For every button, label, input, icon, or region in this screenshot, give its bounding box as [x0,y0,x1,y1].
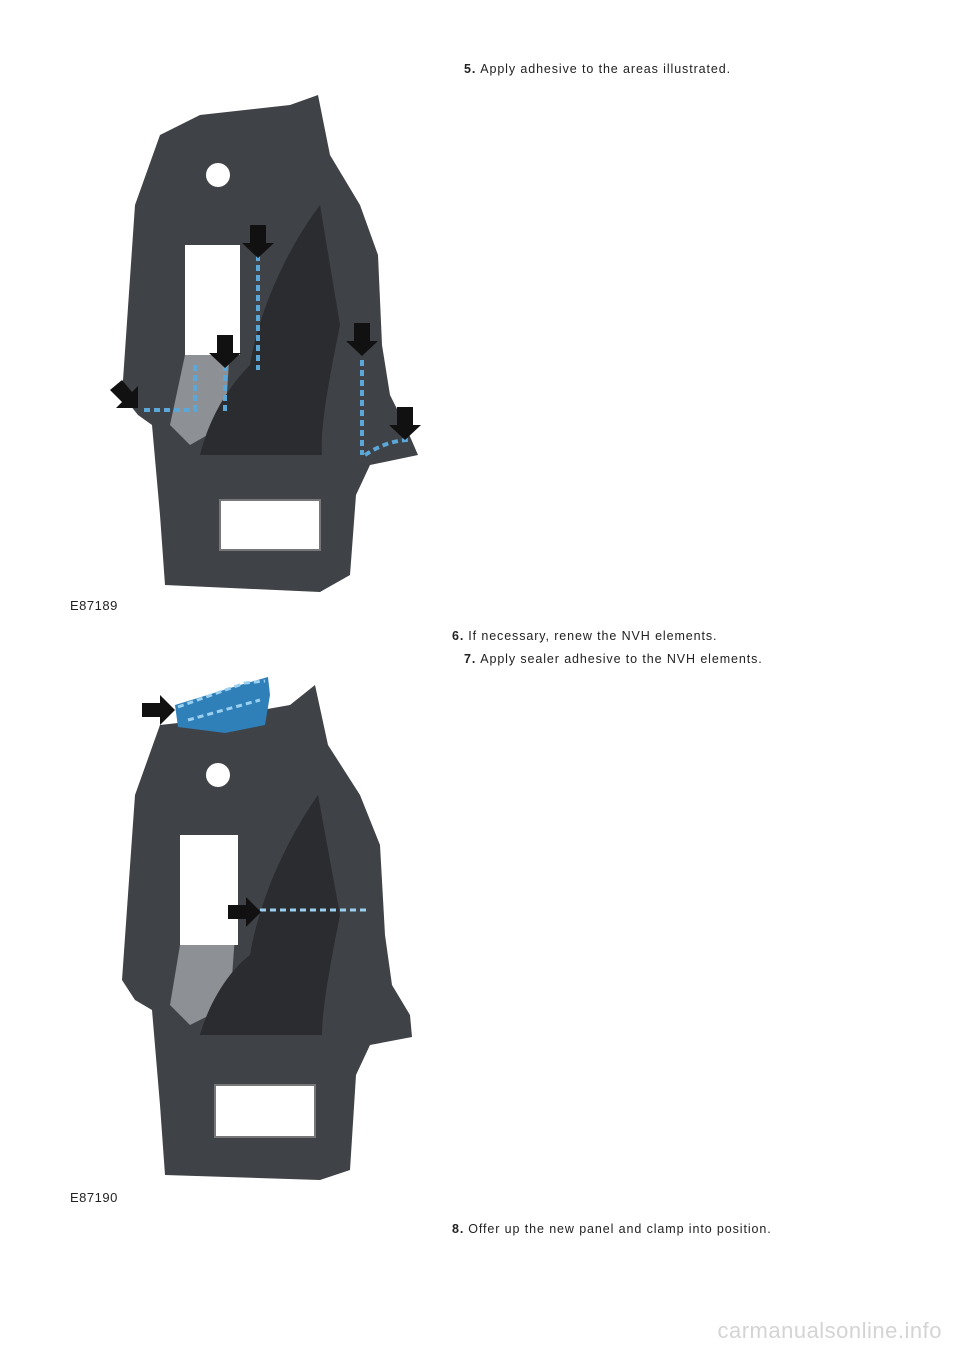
step-number: 8. [452,1222,465,1236]
step-7 [464,652,763,666]
panel-illustration-adhesive [60,95,440,605]
step-6 [452,629,717,643]
figure-code: E87190 [70,1190,118,1205]
step-8 [452,1222,772,1236]
round-hole [206,163,230,187]
step-5 [464,62,731,76]
step-text: Apply sealer adhesive to the NVH elements. [480,652,763,666]
step-number: 6. [452,629,465,643]
watermark: carmanualsonline.info [717,1318,942,1343]
figure-e87190 [60,665,440,1185]
lower-cutout [220,500,320,550]
lower-cutout [215,1085,315,1137]
step-text: If necessary, renew the NVH elements. [468,629,718,643]
figure-e87189 [60,95,440,605]
panel-illustration-nvh [60,665,440,1185]
step-number: 5. [464,62,477,76]
step-number: 7. [464,652,477,666]
upper-cutout [180,835,238,945]
figure-code: E87189 [70,598,118,613]
nvh-element [175,677,270,733]
arrow-right-icon [142,695,175,725]
round-hole [206,763,230,787]
step-text: Apply adhesive to the areas illustrated. [480,62,731,76]
step-text: Offer up the new panel and clamp into position. [468,1222,772,1236]
